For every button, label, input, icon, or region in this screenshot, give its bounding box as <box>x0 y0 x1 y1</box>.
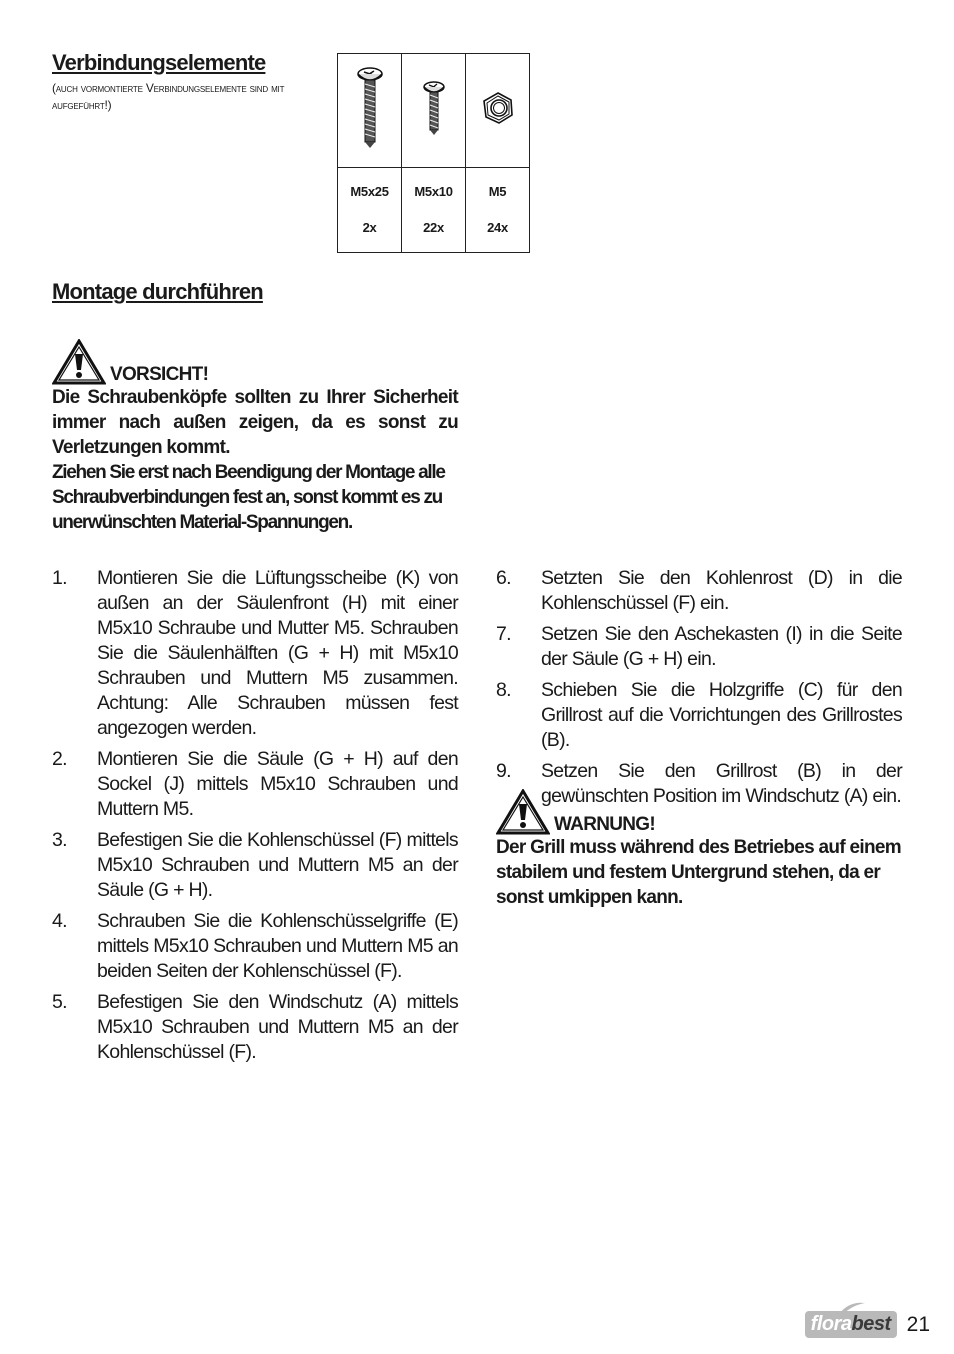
step-text: Setzten Sie den Kohlenrost (D) in die Kohlenschüssel (F) ein. <box>541 567 902 614</box>
step-number: 2. <box>52 748 67 770</box>
list-item <box>52 828 458 903</box>
part-label-cell <box>338 168 402 253</box>
warning-label: WARNUNG! <box>554 814 655 835</box>
step-text: Setzen Sie den Aschekasten (I) in die Seite der Säule (G + H) ein. <box>541 623 902 670</box>
leaf-swoosh-icon <box>837 1301 867 1315</box>
page-footer <box>805 1311 930 1338</box>
steps-list-right <box>496 566 902 815</box>
step-text: Montieren Sie die Säule (G + H) auf den Sockel (J) mittels M5x10 Schrauben und Muttern M5. <box>97 748 458 820</box>
list-item <box>496 678 902 753</box>
parts-image-cell <box>402 54 466 168</box>
parts-image-cell <box>466 54 530 168</box>
step-text: Montieren Sie die Lüftungsscheibe (K) von außen an der Säulenfront (H) mit einer M5x10 Schraube und Mutter M5. Schrauben Sie die Säulenhälften (G + H) mit M5x10 Schrauben und Muttern M5 zusammen. Achtung: Alle Schrauben müssen fest angezogen werden. <box>97 567 458 739</box>
caution-text: Die Schraubenköpfe sollten zu Ihrer Sicherheit immer nach außen zeigen, da es sonst zu Verletzungen kommt. <box>52 387 458 458</box>
warning-header <box>496 789 902 835</box>
step-text: Schieben Sie die Holzgriffe (C) für den Grillrost auf die Vorrichtungen des Grillrostes (B). <box>541 679 902 751</box>
brand-name-part1: flora <box>810 1313 852 1335</box>
steps-list-left <box>52 566 458 1071</box>
step-text: Setzen Sie den Grillrost (B) in der gewünschten Position im Windschutz (A) ein. <box>541 760 902 807</box>
part-label-cell <box>466 168 530 253</box>
list-item <box>496 566 902 616</box>
part-size: M5 <box>488 184 507 199</box>
step-number: 7. <box>496 623 511 645</box>
brand-name-part2: best <box>851 1313 891 1335</box>
part-size: M5x10 <box>414 184 453 199</box>
step-text: Befestigen Sie die Kohlenschüssel (F) mittels M5x10 Schrauben und Muttern M5 an der Säule (G + H). <box>97 829 458 901</box>
list-item <box>52 909 458 984</box>
parts-image-cell <box>338 54 402 168</box>
caution-block <box>52 339 458 535</box>
fasteners-note: (auch vormontierte Verbindungselemente sind mit aufgeführt!) <box>52 81 285 112</box>
list-item <box>52 990 458 1065</box>
step-number: 3. <box>52 829 67 851</box>
list-item <box>52 566 458 741</box>
step-number: 6. <box>496 567 511 589</box>
page-number: 21 <box>906 1312 930 1336</box>
part-label-cell <box>402 168 466 253</box>
fasteners-heading: Verbindungselemente <box>52 50 266 75</box>
list-item <box>52 747 458 822</box>
caution-header <box>52 339 458 385</box>
warning-triangle-icon <box>52 339 106 385</box>
warning-text: Der Grill muss während des Betriebes auf einem stabilem und festem Untergrund stehen, da er sonst umkippen kann. <box>496 837 901 908</box>
step-number: 9. <box>496 760 511 782</box>
warning-triangle-icon <box>496 789 550 835</box>
step-text: Schrauben Sie die Kohlenschüsselgriffe (E) mittels M5x10 Schrauben und Muttern M5 an beiden Seiten der Kohlenschüssel (F). <box>97 910 458 982</box>
part-qty: 24x <box>487 220 508 235</box>
part-qty: 22x <box>423 220 444 235</box>
parts-table <box>337 53 530 253</box>
brand-logo <box>805 1311 897 1338</box>
warning-block <box>496 789 902 910</box>
step-number: 1. <box>52 567 67 589</box>
caution-text-2: Ziehen Sie erst nach Beendigung der Montage alle Schraubverbindungen fest an, sonst kommt es zu unerwünschten Material-Spannungen. <box>52 462 445 533</box>
list-item <box>496 622 902 672</box>
short-screw-icon <box>422 80 446 136</box>
step-number: 5. <box>52 991 67 1013</box>
part-qty: 2x <box>362 220 377 235</box>
step-number: 4. <box>52 910 67 932</box>
assembly-heading: Montage durchführen <box>52 279 263 304</box>
step-number: 8. <box>496 679 511 701</box>
part-size: M5x25 <box>350 184 389 199</box>
step-text: Befestigen Sie den Windschutz (A) mittels M5x10 Schrauben und Muttern M5 an der Kohlenschüssel (F). <box>97 991 458 1063</box>
hex-nut-icon <box>481 91 515 125</box>
caution-label: VORSICHT! <box>110 364 209 385</box>
long-screw-icon <box>355 66 385 150</box>
